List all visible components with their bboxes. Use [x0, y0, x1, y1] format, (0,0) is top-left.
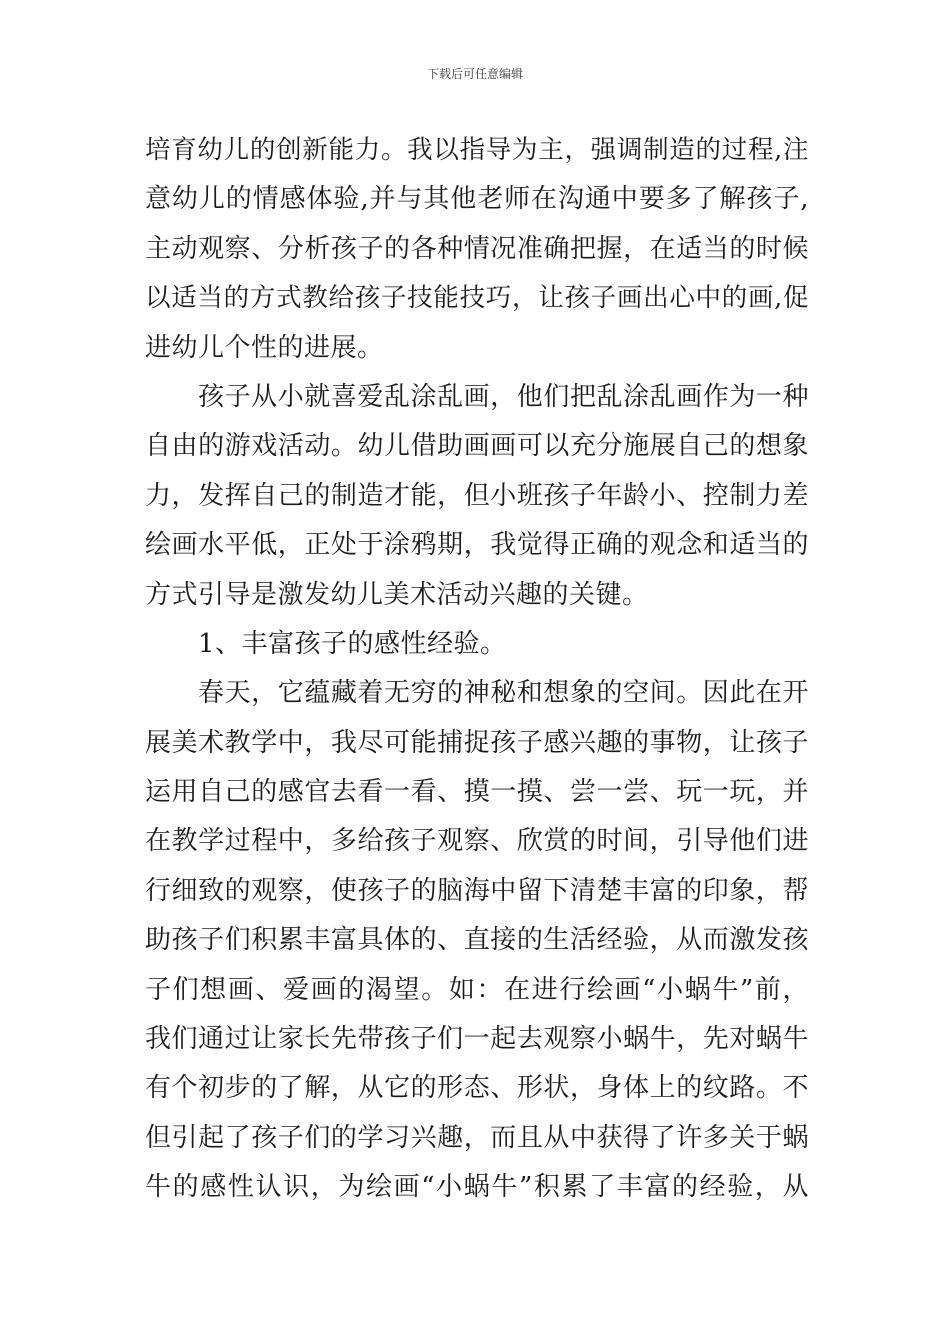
text-line: 绘画水平低，正处于涂鸦期，我觉得正确的观念和适当的: [145, 530, 809, 561]
text-line: 主动观察、分析孩子的各种情况准确把握，在适当的时候: [145, 233, 809, 264]
text-line: 我们通过让家长先带孩子们一起去观察小蜗牛，先对蜗牛: [145, 1024, 809, 1055]
text-line: 在教学过程中，多给孩子观察、欣赏的时间，引导他们进: [145, 826, 809, 857]
text-line: 运用自己的感官去看一看、摸一摸、尝一尝、玩一玩，并: [145, 777, 809, 808]
text-line: 子们想画、爱画的渴望。如：在进行绘画“小蜗牛”前，: [145, 974, 809, 1005]
text-line: 春天，它蕴藏着无穷的神秘和想象的空间。因此在开: [198, 678, 809, 709]
text-line: 培育幼儿的创新能力。我以指导为主，强调制造的过程,注: [145, 135, 809, 165]
text-line: 1、丰富孩子的感性经验。: [198, 628, 507, 659]
page-header: 下载后可任意编辑: [426, 67, 523, 81]
text-line: 但引起了孩子们的学习兴趣，而且从中获得了许多关于蜗: [145, 1122, 809, 1153]
text-line: 助孩子们积累丰富具体的、直接的生活经验，从而激发孩: [145, 925, 809, 956]
text-line: 进幼儿个性的进展。: [145, 332, 384, 363]
text-line: 有个初步的了解，从它的形态、形状，身体上的纹路。不: [145, 1073, 809, 1104]
text-line: 方式引导是激发幼儿美术活动兴趣的关键。: [145, 579, 649, 610]
text-line: 力，发挥自己的制造才能，但小班孩子年龄小、控制力差: [145, 480, 809, 511]
text-line: 展美术教学中，我尽可能捕捉孩子感兴趣的事物，让孩子: [145, 727, 809, 758]
text-line: 自由的游戏活动。幼儿借助画画可以充分施展自己的想象: [145, 431, 809, 462]
text-line: 行细致的观察，使孩子的脑海中留下清楚丰富的印象，帮: [145, 875, 809, 906]
text-line: 意幼儿的情感体验,并与其他老师在沟通中要多了解孩子,: [145, 184, 809, 215]
text-line: 以适当的方式教给孩子技能技巧，让孩子画出心中的画,促: [145, 283, 809, 314]
text-line: 牛的感性认识，为绘画“小蜗牛”积累了丰富的经验，从: [145, 1172, 809, 1203]
text-line: 孩子从小就喜爱乱涂乱画，他们把乱涂乱画作为一种: [198, 381, 809, 412]
document-body: [145, 126, 809, 1213]
